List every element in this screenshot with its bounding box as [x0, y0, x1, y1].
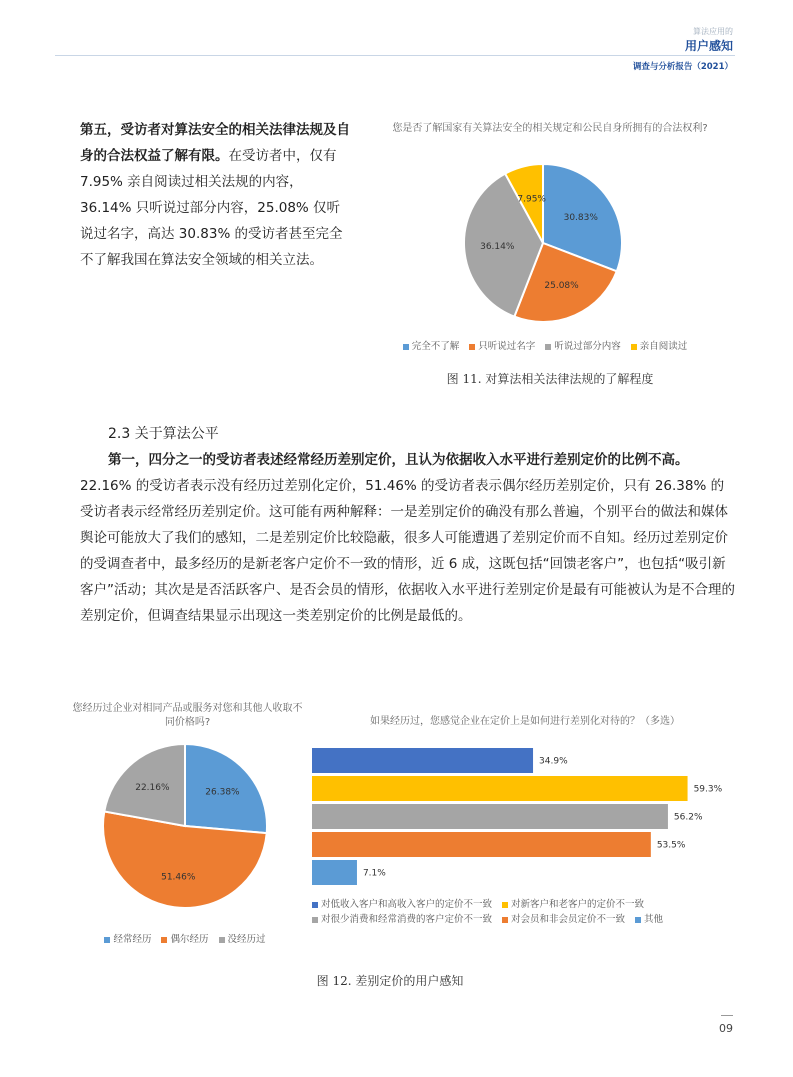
fig12-bar-legend-item-3	[502, 914, 625, 925]
fig11-slice-label-3: 7.95%	[517, 194, 546, 205]
fig12-bar-legend-label-0: 对低收入客户和高收入客户的定价不一致	[321, 899, 493, 910]
fig11-legend-item-1	[469, 341, 535, 352]
fig12-bar-legend-swatch-0	[312, 902, 318, 908]
fig12-bar-label-1: 59.3%	[693, 784, 723, 795]
fig12-bar-title: 如果经历过，您感觉企业在定价上是如何进行差别化对待的？（多选）	[370, 716, 680, 727]
fig11-legend-swatch-3	[631, 344, 637, 350]
fig12-bar-label-0: 34.9%	[539, 756, 568, 767]
fig12-bar-0	[312, 748, 533, 773]
fig12-bar-legend	[312, 897, 737, 927]
fig11-legend-item-3	[631, 341, 688, 352]
fig11-slice-label-0: 30.83%	[563, 213, 598, 224]
paragraph-legal-awareness	[80, 117, 352, 273]
fig12-pie-legend-item-0	[104, 934, 151, 945]
fig12-bar-legend-item-2	[312, 914, 492, 925]
fig12-bar-legend-item-0	[312, 899, 492, 910]
fig12-bar-legend-item-1	[502, 899, 644, 910]
fig12-pie-legend-swatch-1	[161, 937, 167, 943]
section-title: 2.3 关于算法公平	[108, 426, 219, 442]
fig11-legend-swatch-2	[545, 344, 551, 350]
fig12-bar-label-4: 7.1%	[362, 868, 386, 879]
header-title: 用户感知	[684, 39, 733, 53]
fig12-bar-legend-label-4: 其他	[644, 914, 664, 925]
header-divider	[55, 55, 735, 56]
fig12-bar-2	[312, 804, 668, 829]
fig12-bar-legend-swatch-1	[502, 902, 508, 908]
fig11-caption: 图 11. 对算法相关法律法规的了解程度	[446, 372, 654, 386]
fig12-pie-title: 您经历过企业对相同产品或服务对您和其他人收取不同价格吗?	[72, 703, 303, 728]
fig12-bar-4	[312, 860, 357, 885]
page-number-rule	[721, 1015, 733, 1016]
fig12-pie-legend-label-2: 没经历过	[227, 934, 266, 945]
fig11-legend-swatch-1	[469, 344, 475, 350]
fig11-legend-label-2: 听说过部分内容	[554, 341, 621, 352]
fig12-bar-legend-swatch-2	[312, 917, 318, 923]
fig12-caption: 图 12. 差别定价的用户感知	[316, 974, 464, 988]
paragraph-lead: 第一，四分之一的受访者表述经常经历差别定价，且认为依据收入水平进行差别定价的比例不高。	[108, 452, 689, 468]
header-small-text: 算法应用的	[693, 27, 733, 36]
fig11-legend	[380, 338, 720, 352]
paragraph-lead: 第五，受访者对算法安全的相关法律法规及自身的合法权益了解有限。	[80, 122, 350, 164]
fig12-pie-chart	[75, 738, 305, 918]
fig11-legend-label-3: 亲自阅读过	[639, 341, 688, 352]
fig12-pie-slice-label-2: 22.16%	[135, 782, 170, 793]
fig12-pie-legend-label-1: 偶尔经历	[170, 934, 209, 945]
fig12-pie-legend-label-0: 经常经历	[113, 934, 152, 945]
fig12-bar-1	[312, 776, 688, 801]
fig11-chart-title: 您是否了解国家有关算法安全的相关规定和公民自身所拥有的合法权利?	[392, 123, 708, 134]
fig12-pie-slice-label-1: 51.46%	[161, 872, 196, 883]
paragraph-body: 22.16% 的受访者表示没有经历过差别化定价，51.46% 的受访者表示偶尔经历差别定价，只有 26.38% 的受访者表示经常经历差别定价。这可能有两种解释：一是差别定价的确没有那么普遍，个别平台的做法和媒体舆论可能放大了我们的感知，二是差别定价比较隐蔽，很多人可能遭遇了差别定价而不自知。经历过差别定价的受调查者中，最多经历的是新老客户定价不一致的情形，近 6 成，这既包括“回馈老客户”，也包括“吸引新客户”活动；其次是是否活跃客户、是否会员的情形，依据收入水平进行差别定价是最有可能被认为是不合理的差别定价，但调查结果显示出现这一类差别定价的比例是最低的。	[80, 478, 735, 624]
fig11-slice-label-1: 25.08%	[544, 280, 579, 291]
header-subtitle: 调查与分析报告（2021）	[632, 62, 733, 72]
fig12-pie-legend-swatch-2	[219, 937, 225, 943]
paragraph-body: 在受访者中，仅有 7.95% 亲自阅读过相关法规的内容，36.14% 只听说过部分内容，25.08% 仅听说过名字，高达 30.83% 的受访者甚至完全不了解我国在算法安全领域的相关立法。	[80, 148, 343, 268]
fig11-legend-label-1: 只听说过名字	[478, 341, 536, 352]
fig12-bar-chart	[312, 745, 737, 893]
fig12-bar-legend-swatch-3	[502, 917, 508, 923]
fig11-slice-label-2: 36.14%	[480, 241, 515, 252]
fig11-legend-label-0: 完全不了解	[411, 341, 460, 352]
fig12-pie-legend-swatch-0	[104, 937, 110, 943]
fig11-legend-item-2	[545, 341, 621, 352]
page-number: 09	[719, 1022, 733, 1035]
fig12-bar-label-3: 53.5%	[656, 840, 686, 851]
fig12-bar-legend-swatch-4	[635, 917, 641, 923]
paragraph-price-discrimination	[80, 447, 735, 629]
fig12-bar-legend-label-3: 对会员和非会员定价不一致	[511, 914, 626, 925]
fig11-legend-swatch-0	[403, 344, 409, 350]
fig12-pie-legend	[75, 931, 305, 945]
fig12-bar-3	[312, 832, 651, 857]
fig11-legend-item-0	[403, 341, 460, 352]
fig12-pie-slice-label-0: 26.38%	[205, 787, 240, 798]
fig12-bar-legend-label-1: 对新客户和老客户的定价不一致	[511, 899, 645, 910]
fig12-pie-legend-item-1	[161, 934, 208, 945]
fig12-bar-legend-label-2: 对很少消费和经常消费的客户定价不一致	[321, 914, 493, 925]
fig12-bar-legend-item-4	[635, 914, 663, 925]
fig12-bar-label-2: 56.2%	[673, 812, 703, 823]
fig11-pie-chart	[380, 155, 720, 335]
fig12-pie-legend-item-2	[219, 934, 266, 945]
